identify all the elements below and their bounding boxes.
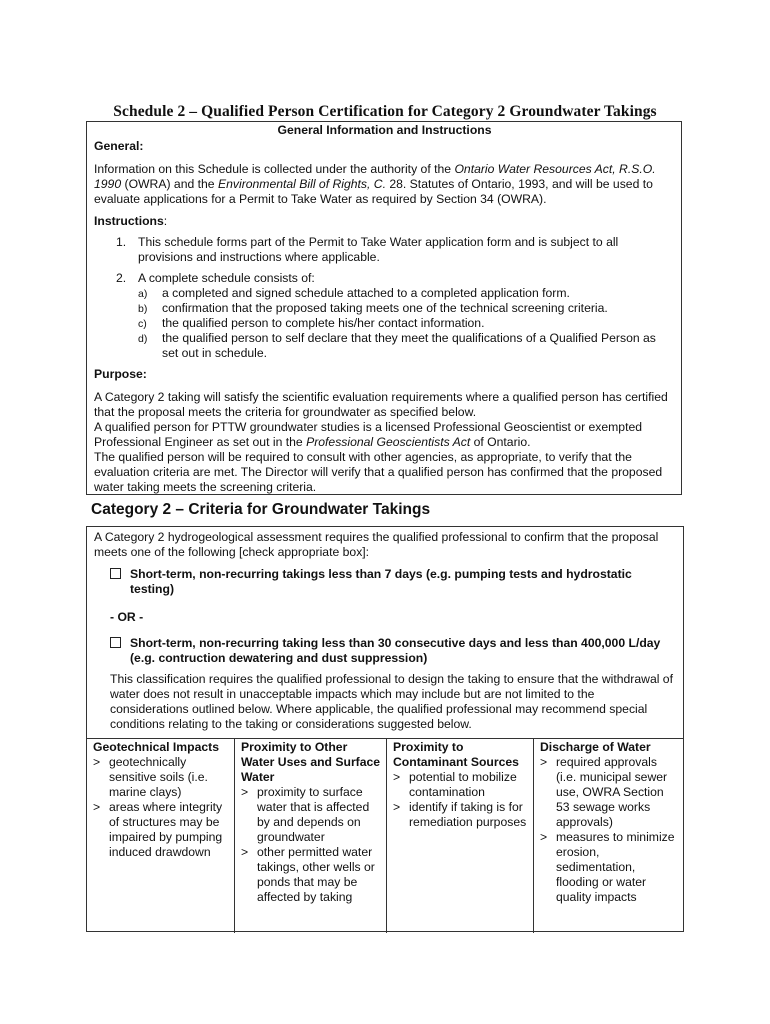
item-text: geotechnically sensitive soils (i.e. marine clays) (109, 755, 208, 799)
classification-paragraph: This classification requires the qualified professional to design the taking to ensure that the withdrawal of water does not result in unacceptable impacts which may include but are not limited to the considerations outlined below. Where applicable, the qualified professional may recommend special conditions relating to the taking or considerations suggested below. (110, 672, 673, 731)
list-item (93, 800, 230, 860)
component-text: the qualified person to self declare that they meet the qualifications of a Qualified Person as set out in schedule. (162, 331, 656, 360)
component-item (138, 286, 675, 301)
or-separator: - OR - (110, 610, 144, 624)
authority-text-1: Information on this Schedule is collected under the authority of the (94, 162, 455, 176)
document-title: Schedule 2 – Qualified Person Certification for Category 2 Groundwater Takings (113, 103, 657, 120)
column-geotechnical (87, 739, 234, 933)
checkbox-7-days[interactable] (110, 568, 121, 579)
list-item (393, 800, 529, 830)
criteria-intro: A Category 2 hydrogeological assessment requires the qualified professional to confirm that the proposal meets one of the following [check appropriate box]: (94, 530, 659, 559)
checkbox-30-days[interactable] (110, 637, 121, 648)
criteria-heading: Category 2 – Criteria for Groundwater Takings (91, 501, 431, 518)
column-heading: Proximity to Contaminant Sources (393, 740, 519, 769)
item-text: measures to minimize erosion, sedimentation, flooding or water quality impacts (556, 830, 675, 904)
bullet-marker: > (93, 800, 101, 814)
list-item (540, 755, 679, 830)
instructions-label-text: Instructions (94, 214, 164, 228)
column-heading: Proximity to Other Water Uses and Surface Water (241, 740, 381, 784)
item-text: potential to mobilize contamination (409, 770, 517, 799)
purpose-text-2b: of Ontario. (470, 435, 531, 449)
list-item (241, 845, 382, 905)
purpose-paragraph-3: The qualified person will be required to consult with other agencies, as appropriate, to verify that the evaluation criteria are met. The Director will verify that a qualified person has confirmed that the proposed water taking meets the screening criteria. (94, 450, 663, 494)
bullet-marker: > (393, 770, 401, 784)
instructions-list (94, 235, 675, 361)
purpose-label: Purpose: (94, 367, 147, 381)
authority-text-3: 28. Statutes of Ontario, 1993, and will be used to evaluate applications for a Permit to Take Water as required by Section 34 (OWRA). (94, 177, 653, 206)
instruction-number: 1. (116, 235, 127, 249)
purpose-paragraph-2 (94, 420, 675, 450)
instruction-text: A complete schedule consists of: (138, 271, 315, 285)
column-contaminant-sources (386, 739, 533, 933)
general-label: General: (94, 139, 144, 153)
column-list (241, 785, 382, 905)
column-discharge (533, 739, 683, 933)
component-text: the qualified person to complete his/her contact information. (162, 316, 485, 330)
item-text: other permitted water takings, other wells or ponds that may be affected by taking (257, 845, 375, 904)
component-letter: a) (138, 288, 148, 300)
option-short-term-30-days (110, 636, 673, 666)
purpose-text-2a: A qualified person for PTTW groundwater studies is a licensed Professional Geoscientist or exempted Professional Engineer as set out in the (94, 420, 643, 449)
component-letter: b) (138, 303, 148, 315)
bullet-marker: > (93, 755, 101, 769)
option-30-days-label: Short-term, non-recurring taking less than 30 consecutive days and less than 400,000 L/day (e.g. contruction dewatering and dust suppression) (130, 636, 661, 665)
instructions-colon: : (163, 214, 168, 228)
owra-act-name: Ontario Water Resources Act, R.S.O. 1990 (94, 162, 656, 191)
general-info-heading: General Information and Instructions (277, 123, 492, 137)
option-7-days-label: Short-term, non-recurring takings less than 7 days (e.g. pumping tests and hydrostatic testing) (130, 567, 632, 596)
column-list (540, 755, 679, 905)
instruction-item (94, 271, 675, 361)
considerations-table (87, 738, 683, 933)
authority-paragraph (94, 162, 675, 207)
column-heading: Geotechnical Impacts (93, 740, 219, 754)
criteria-box (86, 526, 684, 932)
component-letter: d) (138, 333, 148, 345)
component-item (138, 331, 675, 361)
bullet-marker: > (540, 755, 548, 769)
item-text: required approvals (i.e. municipal sewer use, OWRA Section 53 sewage works approvals) (556, 755, 668, 829)
component-letter: c) (138, 318, 147, 330)
pga-act-name: Professional Geoscientists Act (306, 435, 471, 449)
component-item (138, 316, 675, 331)
bullet-marker: > (540, 830, 548, 844)
list-item (393, 770, 529, 800)
component-text: confirmation that the proposed taking meets one of the technical screening criteria. (162, 301, 608, 315)
component-item (138, 301, 675, 316)
column-heading: Discharge of Water (540, 740, 651, 754)
purpose-paragraph-1: A Category 2 taking will satisfy the scientific evaluation requirements where a qualified person has certified that the proposal meets the criteria for groundwater as specified below. (94, 390, 668, 419)
list-item (540, 830, 679, 905)
ebr-name: Environmental Bill of Rights, C. (217, 177, 386, 191)
item-text: areas where integrity of structures may be impaired by pumping induced drawdown (109, 800, 223, 859)
column-list (93, 755, 230, 860)
instruction-number: 2. (116, 271, 127, 285)
list-item (93, 755, 230, 800)
item-text: proximity to surface water that is affected by and depends on groundwater (257, 785, 370, 844)
bullet-marker: > (241, 845, 249, 859)
column-list (393, 770, 529, 830)
component-text: a completed and signed schedule attached to a completed application form. (162, 286, 570, 300)
option-short-term-7-days (110, 567, 673, 597)
bullet-marker: > (241, 785, 249, 799)
item-text: identify if taking is for remediation purposes (409, 800, 527, 829)
bullet-marker: > (393, 800, 401, 814)
list-item (241, 785, 382, 845)
instruction-text: This schedule forms part of the Permit to Take Water application form and is subject to all provisions and instructions where applicable. (138, 235, 619, 264)
instruction-item (94, 235, 675, 265)
instructions-label (94, 214, 675, 229)
authority-text-2: (OWRA) and the (121, 177, 218, 191)
schedule-components-list (138, 286, 675, 361)
general-information-box (86, 121, 682, 495)
column-proximity-water (234, 739, 386, 933)
